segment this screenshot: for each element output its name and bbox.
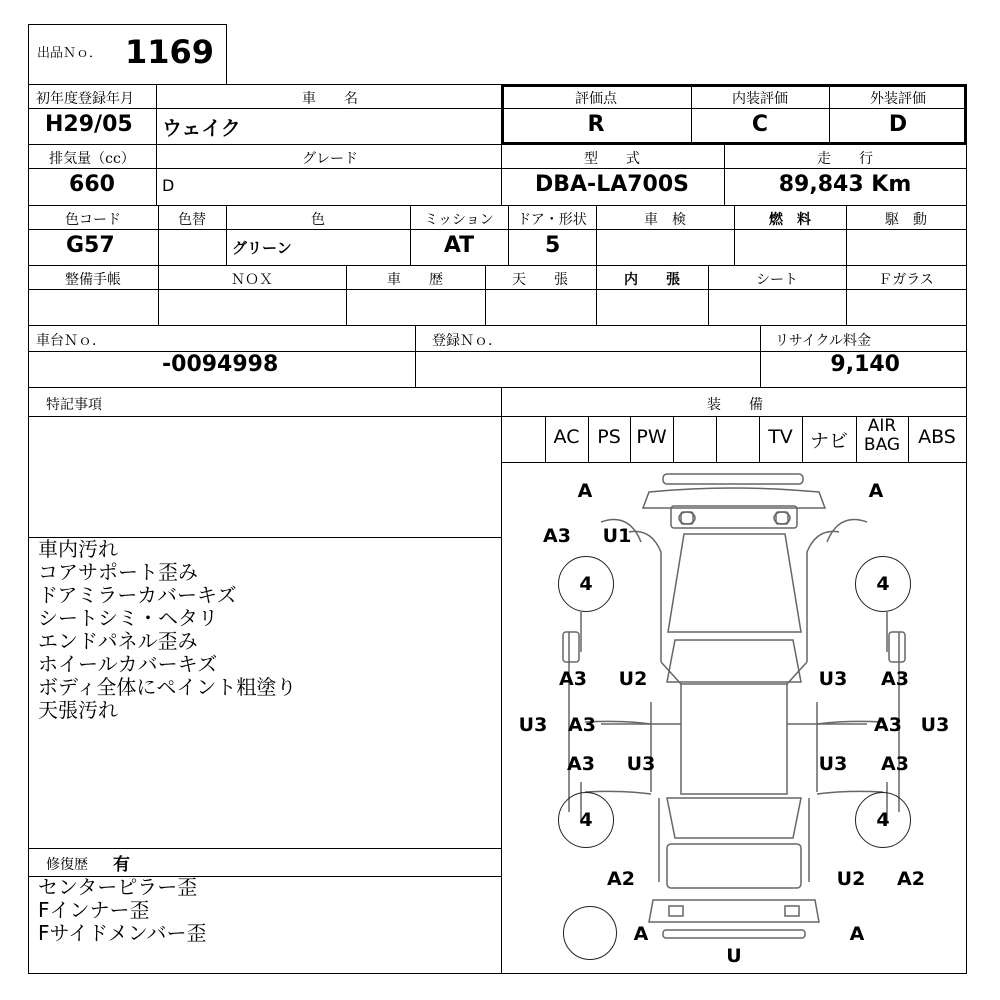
color-label: 色 [311, 212, 325, 228]
wheel-rear-left: 4 [558, 792, 614, 848]
damage-mark: A3 [881, 668, 909, 690]
equipment-item-airbag: AIR BAG [863, 416, 901, 455]
equipment-item-pw: PW [636, 426, 667, 448]
chassis-number-label: 車台Ｎｏ． [36, 333, 106, 349]
model-value: DBA-LA700S [535, 172, 689, 197]
door-value: 5 [545, 233, 561, 258]
damage-mark: A2 [897, 868, 925, 890]
note-line: シートシミ・ヘタリ [38, 606, 218, 630]
transmission-label: ミッション [424, 212, 494, 228]
interior-score-label: 内装評価 [732, 91, 788, 107]
damage-mark: U3 [518, 714, 548, 736]
nox-label: ＮＯＸ [231, 272, 273, 288]
damage-mark: A3 [543, 525, 571, 547]
note-line: 天張汚れ [38, 698, 118, 722]
inspection-label: 車 検 [644, 212, 686, 228]
damage-mark: A3 [559, 668, 587, 690]
maintenance-book-label: 整備手帳 [65, 272, 121, 288]
car-name-value: ウェイク [162, 116, 241, 140]
damage-mark: U3 [626, 753, 656, 775]
equipment-item-abs: ABS [918, 426, 956, 448]
spare-tire [563, 906, 617, 960]
lot-number-value: 1169 [125, 33, 215, 71]
damage-mark: A [577, 480, 593, 502]
damage-mark: U3 [818, 753, 848, 775]
repair-line: Fサイドメンバー歪 [38, 921, 207, 945]
drive-label: 駆 動 [885, 212, 927, 228]
note-line: コアサポート歪み [38, 560, 198, 584]
equipment-item-tv: TV [768, 426, 793, 448]
mileage-value: 89,843 Km [778, 172, 912, 197]
exterior-score-label: 外装評価 [870, 91, 926, 107]
note-line: ボディ全体にペイント粗塗り [38, 675, 297, 699]
registration-number-label: 登録Ｎｏ． [432, 333, 502, 349]
inner-panel-label: 内 張 [624, 272, 680, 288]
damage-mark: U [726, 945, 742, 967]
car-name-label: 車 名 [302, 91, 358, 107]
recycle-fee-value: 9,140 [830, 352, 900, 377]
wheel-front-left: 4 [558, 556, 614, 612]
score-value: R [587, 112, 605, 137]
repair-line: センターピラー歪 [38, 875, 198, 899]
registration-label: 初年度登録年月 [36, 91, 134, 107]
headliner-label: 天 張 [512, 272, 568, 288]
fuel-label: 燃 料 [769, 212, 811, 228]
repair-history-value: 有 [113, 855, 130, 875]
note-line: エンドパネル歪み [38, 629, 198, 653]
damage-mark: A [633, 923, 649, 945]
color-code-label: 色コード [65, 212, 121, 228]
vehicle-history-label: 車 歴 [387, 272, 443, 288]
repair-line: Fインナー歪 [38, 898, 150, 922]
damage-mark: U2 [836, 868, 866, 890]
equipment-item-ac: AC [553, 426, 580, 448]
front-glass-label: Ｆガラス [878, 272, 934, 288]
mileage-label: 走 行 [817, 151, 873, 167]
door-label: ドア・形状 [517, 212, 587, 228]
note-line: ドアミラーカバーキズ [38, 583, 237, 607]
damage-mark: A [868, 480, 884, 502]
note-line: 車内汚れ [38, 537, 118, 561]
damage-mark: U3 [920, 714, 950, 736]
damage-mark: A3 [567, 753, 595, 775]
damage-mark: U3 [818, 668, 848, 690]
damage-mark: A3 [568, 714, 596, 736]
notes-label: 特記事項 [46, 397, 102, 413]
score-label: 評価点 [575, 91, 617, 107]
equipment-label: 装 備 [707, 397, 763, 413]
repair-history-label: 修復歴 [46, 857, 88, 873]
lot-number-label: 出品Ｎｏ． [37, 46, 103, 61]
seat-label: シート [756, 272, 798, 288]
equipment-item-ps: PS [597, 426, 621, 448]
model-label: 型 式 [584, 151, 640, 167]
chassis-number-value: -0094998 [162, 352, 279, 377]
note-line: ホイールカバーキズ [38, 652, 218, 676]
transmission-value: AT [443, 233, 475, 258]
recolor-label: 色替 [178, 212, 206, 228]
damage-mark: A3 [881, 753, 909, 775]
color-code-value: G57 [66, 233, 115, 258]
wheel-front-right: 4 [855, 556, 911, 612]
damage-mark: U2 [618, 668, 648, 690]
wheel-rear-right: 4 [855, 792, 911, 848]
exterior-score-value: D [888, 112, 908, 137]
interior-score-value: C [751, 112, 769, 137]
grade-label: グレード [302, 151, 358, 167]
registration-value: H29/05 [45, 112, 133, 137]
equipment-item-navi: ナビ [809, 430, 848, 452]
color-value: グリーン [232, 239, 292, 257]
displacement-label: 排気量（cc） [49, 151, 135, 167]
damage-mark: U1 [602, 525, 632, 547]
damage-mark: A [849, 923, 865, 945]
damage-mark: A3 [874, 714, 902, 736]
displacement-value: 660 [69, 172, 115, 197]
recycle-fee-label: リサイクル料金 [775, 333, 872, 349]
damage-mark: A2 [607, 868, 635, 890]
grade-value: D [162, 176, 175, 195]
